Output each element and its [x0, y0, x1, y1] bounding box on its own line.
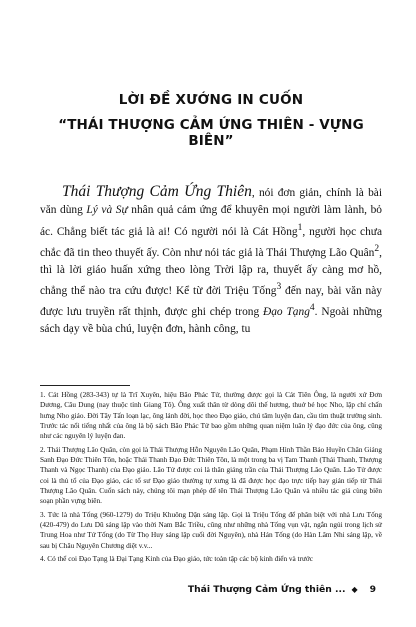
footnotes — [40, 390, 382, 568]
footnote-divider — [40, 385, 130, 386]
footnote-3: 3. Tức là nhà Tống (960-1279) do Triệu Khuông Dận sáng lập. Gọi là Triệu Tống để phân biệt với nhà Lưu Tống (420-479) do Lưu Dũ sáng lập vào thời Nam Bắc Triều, cũng như những nhà Tống vụn vặt, ngắn ngủi trong lịch sử Trung Hoa như Tứ Tống (do Từ Thọ Huy sáng lập cuối đời Nguyên), nhà Hán Tống (do Hàn Lâm Nhi sáng lập, về sau bị Châu Nguyên Chương diệt v.v... — [40, 510, 382, 550]
footnote-ref-4[interactable]: 4 — [309, 303, 315, 314]
footnote-4: 4. Có thể coi Đạo Tạng là Đại Tạng Kinh của Đạo giáo, tức toàn tập các bộ kinh điển và trước — [40, 555, 313, 564]
body-text-a: , nói đơn giản, chính là bài văn dùng — [40, 187, 382, 217]
body-text-c: , người học chưa chắc đã tin theo thuyết ấy. Còn như nói tác giả là Thái Thượng Lão Quân — [40, 225, 382, 259]
body-text-d: , thì là lời giáo huấn xứng theo lòng Trời lập ra, thuyết ấy càng mơ hồ, chẳng thể nào tra cứu được! Kể từ đời Triệu Tống — [40, 246, 382, 297]
running-title: Thái Thượng Cảm Ứng thiên ... — [187, 584, 346, 595]
footnote-2: 2. Thái Thượng Lão Quân, còn gọi là Thái Thượng Hỗn Nguyên Lão Quân, Phạm Hình Thần Bảo Huyền Chân Giáng Sanh Đạo Đức Thiên Tôn, hoặc Thái Thanh Đạo Đức Thiên Tôn, là một trong ba vị Tam Thanh (Thái Thanh, Thượng Thanh và Ngọc Thanh) của Đạo giáo. Lão Tử được coi là thân giáng trần của Thái Thượng Lão Quân. Lão Tử được coi là thủ tổ của Đạo giáo, các tổ sư Đạo giáo thường tự xưng là đã được học đạo trực tiếp hay gián tiếp từ Thái Thượng Lão Quân. Cuốn sách này, chúng tôi mạn phép để tên Thái Thượng Lão Quân và nhiều tác giả cùng biên soạn phần vựng biên. — [40, 445, 382, 506]
heading-line-1: LỜI ĐỀ XƯỚNG IN CUỐN — [118, 92, 304, 108]
heading-line-2: “THÁI THƯỢNG CẢM ỨNG THIÊN - VỰNG BIÊN” — [58, 117, 364, 149]
work-title: Thái Thượng Cảm Ứng Thiên — [62, 183, 252, 200]
lysu-term: Lý và Sự — [86, 204, 128, 217]
page-footer — [188, 584, 376, 595]
footnote-ref-1[interactable]: 1 — [297, 222, 303, 233]
body-paragraph — [40, 183, 382, 339]
chapter-heading — [40, 92, 382, 149]
body-text-f: . Ngoài những sách dạy về bùa chú, luyện đơn, hành công, tu — [40, 305, 382, 336]
footnote-ref-3[interactable]: 3 — [276, 282, 282, 293]
footnote-ref-2[interactable]: 2 — [374, 243, 380, 254]
body-text-e: đến nay, bài văn này được lưu truyền rất thịnh, được ghi chép trong — [40, 284, 383, 318]
footnote-1: 1. Cát Hồng (283-343) tự là Trĩ Xuyên, hiệu Bão Phác Tử, thường được gọi là Cát Tiên Ông, là người xứ Đơn Dương, Câu Dung (nay thuộc tỉnh Giang Tô). Ông xuất thân từ dòng dõi thế hương, thuở bé học Nho, lập chí chấn hưng Nho giáo. Đời Tây Tấn loạn lạc, ông lánh đời, học theo Đạo giáo, chú tâm luyện đan, cầu tìm thuật trường sinh. Trước tác nổi tiếng nhất của ông là bộ sách Bão Phác Tử bao gồm những quan niệm luân lý đạo đức của ông, cũng như các nguyên lý luyện đan. — [40, 391, 382, 441]
daotang-term: Đạo Tạng — [263, 305, 310, 318]
diamond-icon: ◆ — [351, 585, 358, 594]
body-text-b: nhân quả cảm ứng để khuyên mọi người làm lành, bỏ ác. Chẳng biết tác giả là ai! Có người nói là Cát Hồng — [40, 204, 382, 238]
page-number: 9 — [369, 584, 376, 595]
